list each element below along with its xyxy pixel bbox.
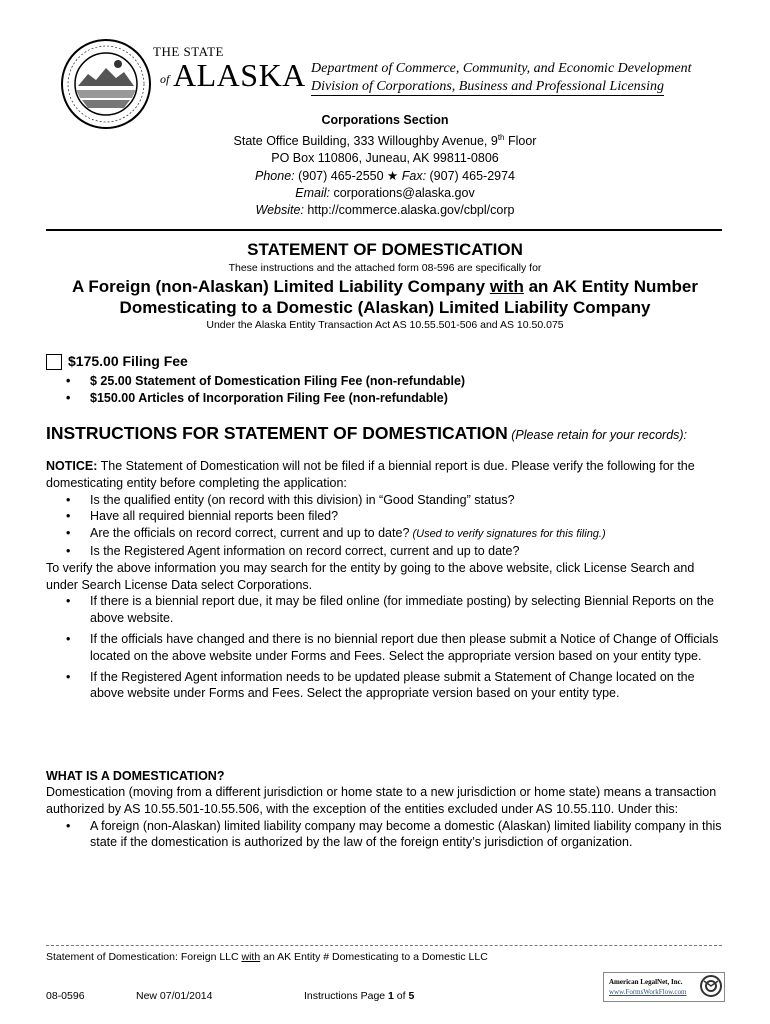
address-line-1: State Office Building, 333 Willoughby Avenue, 9th Floor — [233, 133, 537, 149]
state-of: of — [160, 72, 170, 86]
address-line-2: PO Box 110806, Juneau, AK 99811-0806 — [271, 151, 499, 166]
form-note: These instructions and the attached form 08-596 are specifically for — [228, 262, 542, 274]
what-body — [46, 784, 726, 851]
publisher-name: American LegalNet, Inc. — [609, 978, 683, 986]
section-title: Corporations Section — [321, 113, 449, 127]
fee-list — [66, 373, 465, 407]
form-subtitle: A Foreign (non-Alaskan) Limited Liability Company with an AK Entity Number Domesticating to a Domestic (Alaskan) Limited Liability Company — [72, 277, 698, 317]
instructions-heading: INSTRUCTIONS FOR STATEMENT OF DOMESTICATION (Please retain for your records): — [46, 423, 688, 443]
form-title: STATEMENT OF DOMESTICATION — [247, 240, 523, 259]
website-link[interactable]: http://commerce.alaska.gov/cbpl/corp — [303, 202, 515, 217]
action-item: • If there is a biennial report due, it may be filed online (for immediate posting) by selecting Biennial Reports on the above website. — [66, 593, 726, 627]
state-label: THE STATE — [153, 44, 224, 59]
check-item: • Is the Registered Agent information on record correct, current and up to date? — [66, 543, 726, 560]
check-item: • Is the qualified entity (on record with this division) in “Good Standing” status? — [66, 492, 726, 509]
contact-block — [0, 129, 770, 219]
filing-fee-title: $175.00 Filing Fee — [68, 353, 188, 369]
header-divider — [46, 229, 722, 231]
form-number: 08-0596 — [46, 990, 85, 1002]
what-list — [66, 818, 726, 852]
page-indicator: Instructions Page 1 of 5 — [304, 990, 415, 1002]
form-date: New 07/01/2014 — [136, 990, 213, 1002]
footer-divider — [46, 945, 722, 946]
what-heading: WHAT IS A DOMESTICATION? — [46, 769, 225, 783]
statute-reference: Under the Alaska Entity Transaction Act AS 10.55.501-506 and AS 10.50.075 — [206, 319, 564, 331]
action-item: • If the officials have changed and there is no biennial report due then please submit a Notice of Change of Officials located on the above website under Forms and Fees. Select the appropriate version based on your entity type. — [66, 631, 726, 665]
publisher-link[interactable]: www.FormsWorkFlow.com — [609, 988, 687, 996]
what-paragraph: Domestication (moving from a different jurisdiction or home state to a new jurisdiction or home state) means a transaction authorized by AS 10.55.501-10.55.506, with the exception of the entities excluded under AS 10.55.110. Under this: — [46, 785, 717, 816]
what-item: • A foreign (non-Alaskan) limited liability company may become a domestic (Alaskan) limited liability company in this state if the domestication is authorized by the law of the foreign entity’s jurisdiction of organization. — [66, 818, 726, 852]
division-name: Division of Corporations, Business and Professional Licensing — [311, 79, 664, 94]
phone-fax-line: Phone: (907) 465-2550 ★ Fax: (907) 465-2974 — [255, 168, 515, 183]
email-line: Email: corporations@alaska.gov — [295, 185, 475, 200]
verify-paragraph: To verify the above information you may search for the entity by going to the above website, click License Search and under Search License Data select Corporations. — [46, 560, 695, 592]
check-item: • Are the officials on record correct, current and up to date? (Used to verify signatures for this filing.) — [66, 525, 726, 543]
email-link[interactable]: corporations@alaska.gov — [330, 185, 475, 200]
check-item: • Have all required biennial reports been filed? — [66, 508, 726, 525]
action-list — [66, 593, 726, 702]
filing-fee-checkbox[interactable] — [46, 354, 62, 370]
department-name: Department of Commerce, Community, and Economic Development — [311, 61, 692, 76]
fee-item: • $150.00 Articles of Incorporation Filing Fee (non-refundable) — [66, 390, 465, 407]
fee-item: • $ 25.00 Statement of Domestication Filing Fee (non-refundable) — [66, 373, 465, 390]
footer-title: Statement of Domestication: Foreign LLC with an AK Entity # Domesticating to a Domestic LLC — [46, 951, 488, 963]
department-block — [311, 60, 692, 96]
action-item: • If the Registered Agent information needs to be updated please submit a Statement of Change located on the above website under Forms and Fees. Select the appropriate version based on your entity type. — [66, 669, 726, 703]
check-list — [66, 492, 726, 560]
state-name: ALASKA — [173, 57, 306, 93]
website-line: Website: http://commerce.alaska.gov/cbpl/corp — [255, 202, 515, 217]
instructions-body — [46, 458, 726, 702]
notice-paragraph: NOTICE: The Statement of Domestication will not be filed if a biennial report is due. Please verify the following for the domesticating entity before completing the application: — [46, 459, 695, 490]
publisher-logo-icon — [700, 975, 722, 997]
